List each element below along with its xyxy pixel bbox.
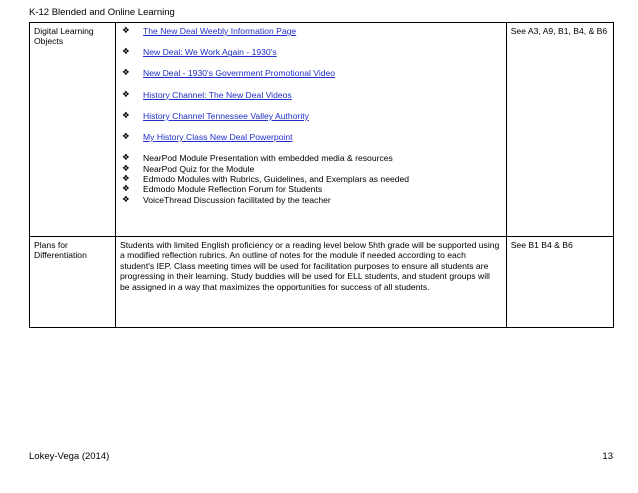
footer-citation: Lokey-Vega (2014) (29, 451, 110, 462)
list-item (120, 68, 502, 78)
table-row-plans-for-differentiation (30, 237, 614, 328)
diamond-bullet-icon: ❖ (122, 68, 130, 79)
link-we-work-again[interactable]: New Deal: We Work Again - 1930's (143, 47, 277, 58)
content-cell (116, 23, 507, 237)
page-number: 13 (602, 451, 613, 462)
list-item-text: Edmodo Module Reflection Forum for Students (143, 184, 323, 195)
list-item (120, 47, 502, 57)
row-label-cell (30, 237, 116, 328)
link-history-channel-videos[interactable]: History Channel: The New Deal Videos (143, 89, 292, 100)
list-item (120, 195, 502, 205)
diamond-bullet-icon: ❖ (122, 194, 130, 205)
list-item (120, 164, 502, 174)
differentiation-text: Students with limited English proficiency or a reading level below 5hth grade will be supported using a modified reflection rubrics. An outline of notes for the module if needed according to each student's IEP. Class meeting times will be used for facilitation purposes to ensure all students are progressing in their learning. Study buddies will be used for ELL students, and student groups will be assigned in a way that maximizes the opportunities for success of all students. (120, 240, 500, 292)
reference-cell (506, 23, 613, 237)
link-promotional-video[interactable]: New Deal - 1930's Government Promotional Video (143, 68, 336, 79)
diamond-bullet-icon: ❖ (122, 132, 130, 143)
link-powerpoint[interactable]: My History Class New Deal Powerpoint (143, 132, 293, 143)
page-header: K-12 Blended and Online Learning (29, 7, 175, 18)
content-cell (116, 237, 507, 328)
diamond-bullet-icon: ❖ (122, 163, 130, 174)
standards-reference: See B1 B4 & B6 (510, 240, 573, 250)
link-tennessee-valley-authority[interactable]: History Channel Tennessee Valley Authority (143, 110, 309, 121)
row-label: Plans for Differentiation (34, 240, 87, 261)
list-item (120, 184, 502, 194)
lesson-plan-table (29, 22, 614, 328)
row-label: Digital Learning Objects (34, 26, 94, 47)
activity-list (120, 153, 502, 205)
row-label-cell (30, 23, 116, 237)
link-new-deal-weebly[interactable]: The New Deal Weebly Information Page (143, 26, 297, 36)
list-item (120, 90, 502, 100)
list-item (120, 132, 502, 142)
list-item-text: Edmodo Modules with Rubrics, Guidelines, and Exemplars as needed (143, 174, 410, 185)
list-item-text: NearPod Module Presentation with embedded media & resources (143, 153, 393, 164)
diamond-bullet-icon: ❖ (122, 89, 130, 100)
reference-cell (506, 237, 613, 328)
list-item (120, 111, 502, 121)
table-row-digital-learning-objects (30, 23, 614, 237)
list-item-text: NearPod Quiz for the Module (143, 163, 255, 174)
diamond-bullet-icon: ❖ (122, 47, 130, 58)
diamond-bullet-icon: ❖ (122, 184, 130, 195)
diamond-bullet-icon: ❖ (122, 26, 130, 36)
diamond-bullet-icon: ❖ (122, 174, 130, 185)
list-item (120, 174, 502, 184)
diamond-bullet-icon: ❖ (122, 153, 130, 164)
list-item (120, 153, 502, 163)
link-list (120, 26, 502, 142)
diamond-bullet-icon: ❖ (122, 110, 130, 121)
standards-reference: See A3, A9, B1, B4, & B6 (510, 26, 608, 36)
list-item-text: VoiceThread Discussion facilitated by the teacher (143, 194, 331, 205)
list-item (120, 26, 502, 36)
